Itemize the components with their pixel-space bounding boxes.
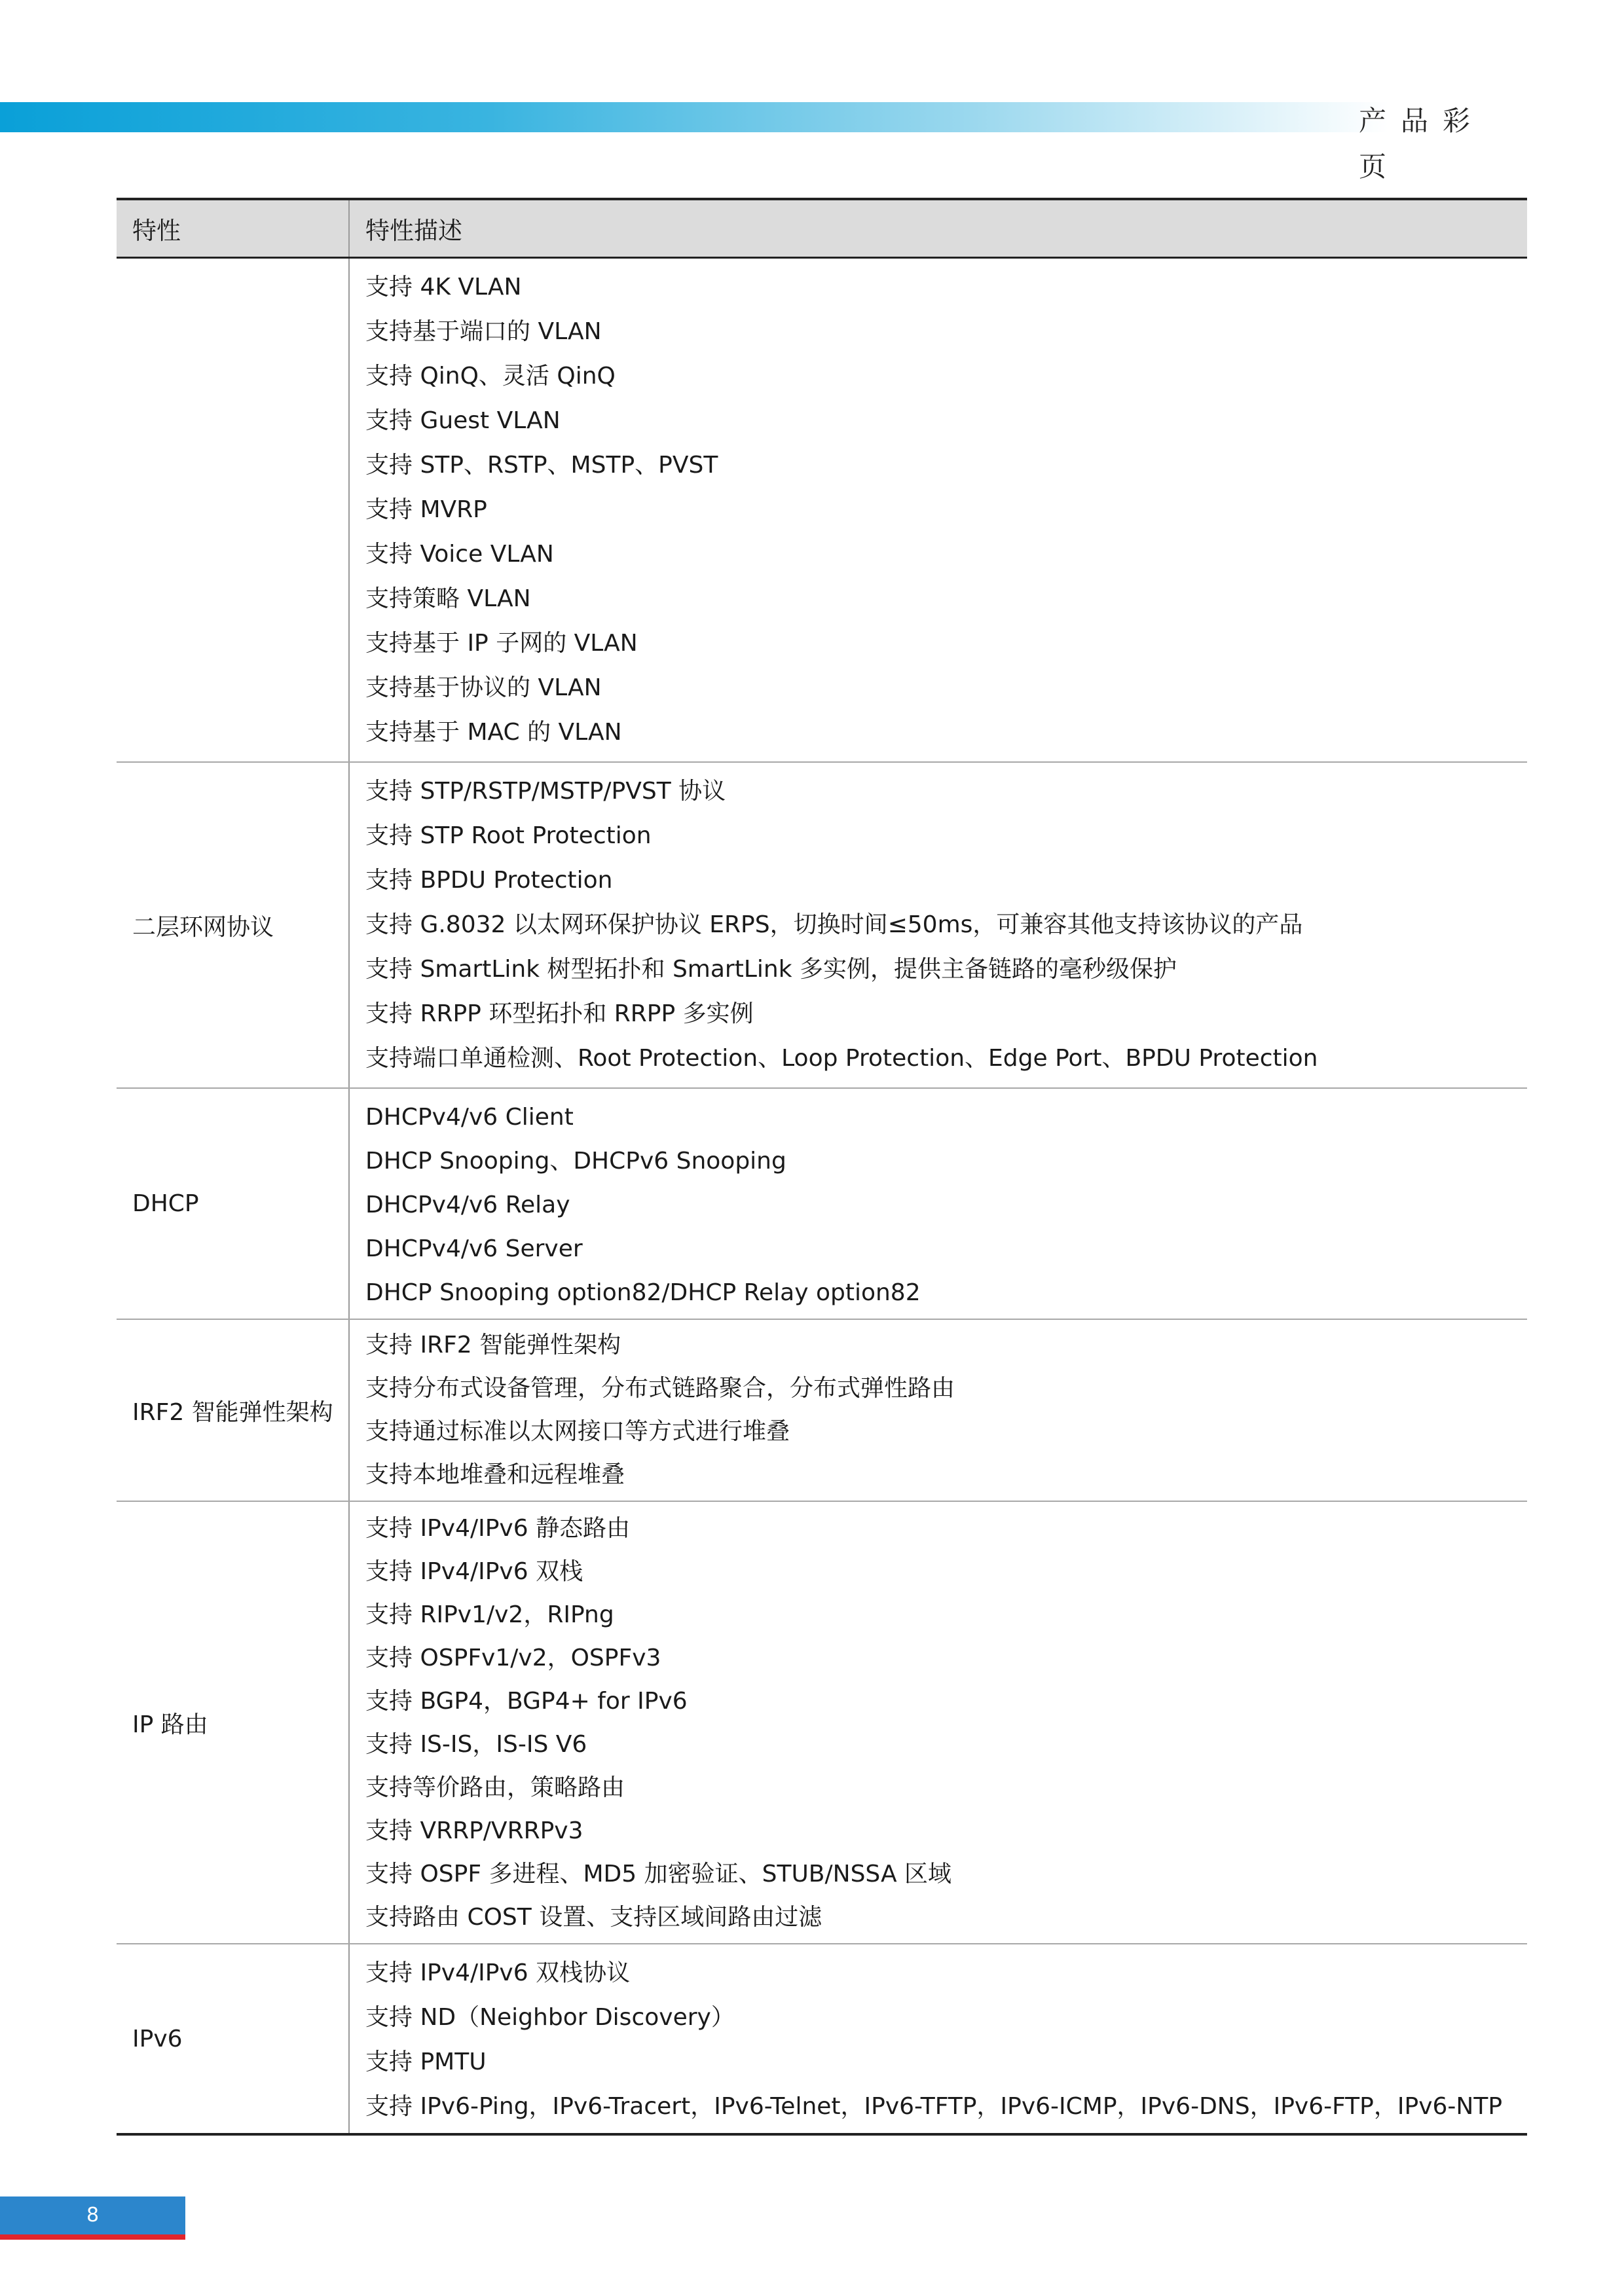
description-line: 支持 ND（Neighbor Discovery） <box>365 2004 735 2031</box>
description-line: 支持路由 COST 设置、支持区域间路由过滤 <box>365 1904 822 1931</box>
feature-description <box>349 1944 1527 2134</box>
feature-description <box>349 762 1527 1088</box>
description-line: DHCP Snooping option82/DHCP Relay option82 <box>365 1279 921 1306</box>
description-line: DHCPv4/v6 Server <box>365 1235 583 1262</box>
description-line: 支持 Guest VLAN <box>365 407 561 434</box>
table-body <box>117 258 1527 2135</box>
description-line: 支持 IPv6-Ping，IPv6-Tracert，IPv6-Telnet，IPv6-TFTP，IPv6-ICMP，IPv6-DNS，IPv6-FTP，IPv6-NTP <box>365 2093 1503 2120</box>
description-line: 支持 MVRP <box>365 496 487 523</box>
feature-description <box>349 1319 1527 1501</box>
description-line: 支持 PMTU <box>365 2049 487 2075</box>
description-line: DHCPv4/v6 Client <box>365 1104 574 1131</box>
feature-table <box>117 198 1527 2136</box>
table-header-row <box>117 199 1527 258</box>
description-line: 支持等价路由，策略路由 <box>365 1774 625 1801</box>
description-line: 支持 BGP4，BGP4+ for IPv6 <box>365 1688 688 1715</box>
description-line: 支持 OSPFv1/v2，OSPFv3 <box>365 1645 661 1671</box>
col-header-feature: 特性 <box>117 199 349 258</box>
feature-description <box>349 1088 1527 1319</box>
table-row <box>117 1088 1527 1319</box>
description-line: 支持 RIPv1/v2，RIPng <box>365 1601 614 1628</box>
description-line: 支持 STP/RSTP/MSTP/PVST 协议 <box>365 778 726 805</box>
description-line: 支持 BPDU Protection <box>365 867 613 894</box>
description-line: 支持 IS-IS，IS-IS V6 <box>365 1731 587 1758</box>
feature-description <box>349 1501 1527 1944</box>
description-line: 支持 IRF2 智能弹性架构 <box>365 1332 621 1358</box>
table-row <box>117 762 1527 1088</box>
description-line: 支持分布式设备管理，分布式链路聚合，分布式弹性路由 <box>365 1375 955 1402</box>
table-row <box>117 1501 1527 1944</box>
description-line: 支持 IPv4/IPv6 双栈 <box>365 1558 583 1585</box>
description-line: 支持基于端口的 VLAN <box>365 318 602 345</box>
feature-description <box>349 258 1527 763</box>
description-line: 支持 VRRP/VRRPv3 <box>365 1817 583 1844</box>
description-line: 支持基于协议的 VLAN <box>365 674 602 701</box>
feature-name: 二层环网协议 <box>117 762 349 1088</box>
table-row <box>117 1319 1527 1501</box>
feature-name: DHCP <box>117 1088 349 1319</box>
description-line: 支持端口单通检测、Root Protection、Loop Protection、Edge Port、BPDU Protection <box>365 1045 1318 1072</box>
table-row <box>117 258 1527 763</box>
col-header-description: 特性描述 <box>349 199 1527 258</box>
feature-name <box>117 258 349 763</box>
header-gradient-band <box>0 102 1388 132</box>
description-line: 支持策略 VLAN <box>365 585 531 612</box>
footer-red-bar <box>0 2234 185 2240</box>
description-line: 支持 G.8032 以太网环保护协议 ERPS，切换时间≤50ms，可兼容其他支持该协议的产品 <box>365 911 1303 938</box>
description-line: 支持基于 MAC 的 VLAN <box>365 719 622 746</box>
description-line: 支持 IPv4/IPv6 双栈协议 <box>365 1959 631 1986</box>
description-line: 支持本地堆叠和远程堆叠 <box>365 1461 625 1488</box>
description-line: 支持 SmartLink 树型拓扑和 SmartLink 多实例，提供主备链路的毫秒级保护 <box>365 956 1177 983</box>
description-line: 支持通过标准以太网接口等方式进行堆叠 <box>365 1418 790 1445</box>
feature-name: IPv6 <box>117 1944 349 2134</box>
description-line: 支持 OSPF 多进程、MD5 加密验证、STUB/NSSA 区域 <box>365 1861 952 1887</box>
description-line: 支持 RRPP 环型拓扑和 RRPP 多实例 <box>365 1000 754 1027</box>
description-line: 支持 Voice VLAN <box>365 541 554 568</box>
description-line: 支持 STP、RSTP、MSTP、PVST <box>365 452 718 479</box>
description-line: DHCPv4/v6 Relay <box>365 1192 570 1218</box>
description-line: DHCP Snooping、DHCPv6 Snooping <box>365 1148 786 1175</box>
description-line: 支持 4K VLAN <box>365 274 522 301</box>
description-line: 支持 STP Root Protection <box>365 822 652 849</box>
description-line: 支持 QinQ、灵活 QinQ <box>365 363 616 390</box>
table-row <box>117 1944 1527 2134</box>
description-line: 支持基于 IP 子网的 VLAN <box>365 630 638 657</box>
page-number: 8 <box>0 2196 185 2234</box>
feature-name: IP 路由 <box>117 1501 349 1944</box>
description-line: 支持 IPv4/IPv6 静态路由 <box>365 1515 631 1542</box>
feature-name: IRF2 智能弹性架构 <box>117 1319 349 1501</box>
header-title: 产品彩页 <box>1359 105 1485 183</box>
